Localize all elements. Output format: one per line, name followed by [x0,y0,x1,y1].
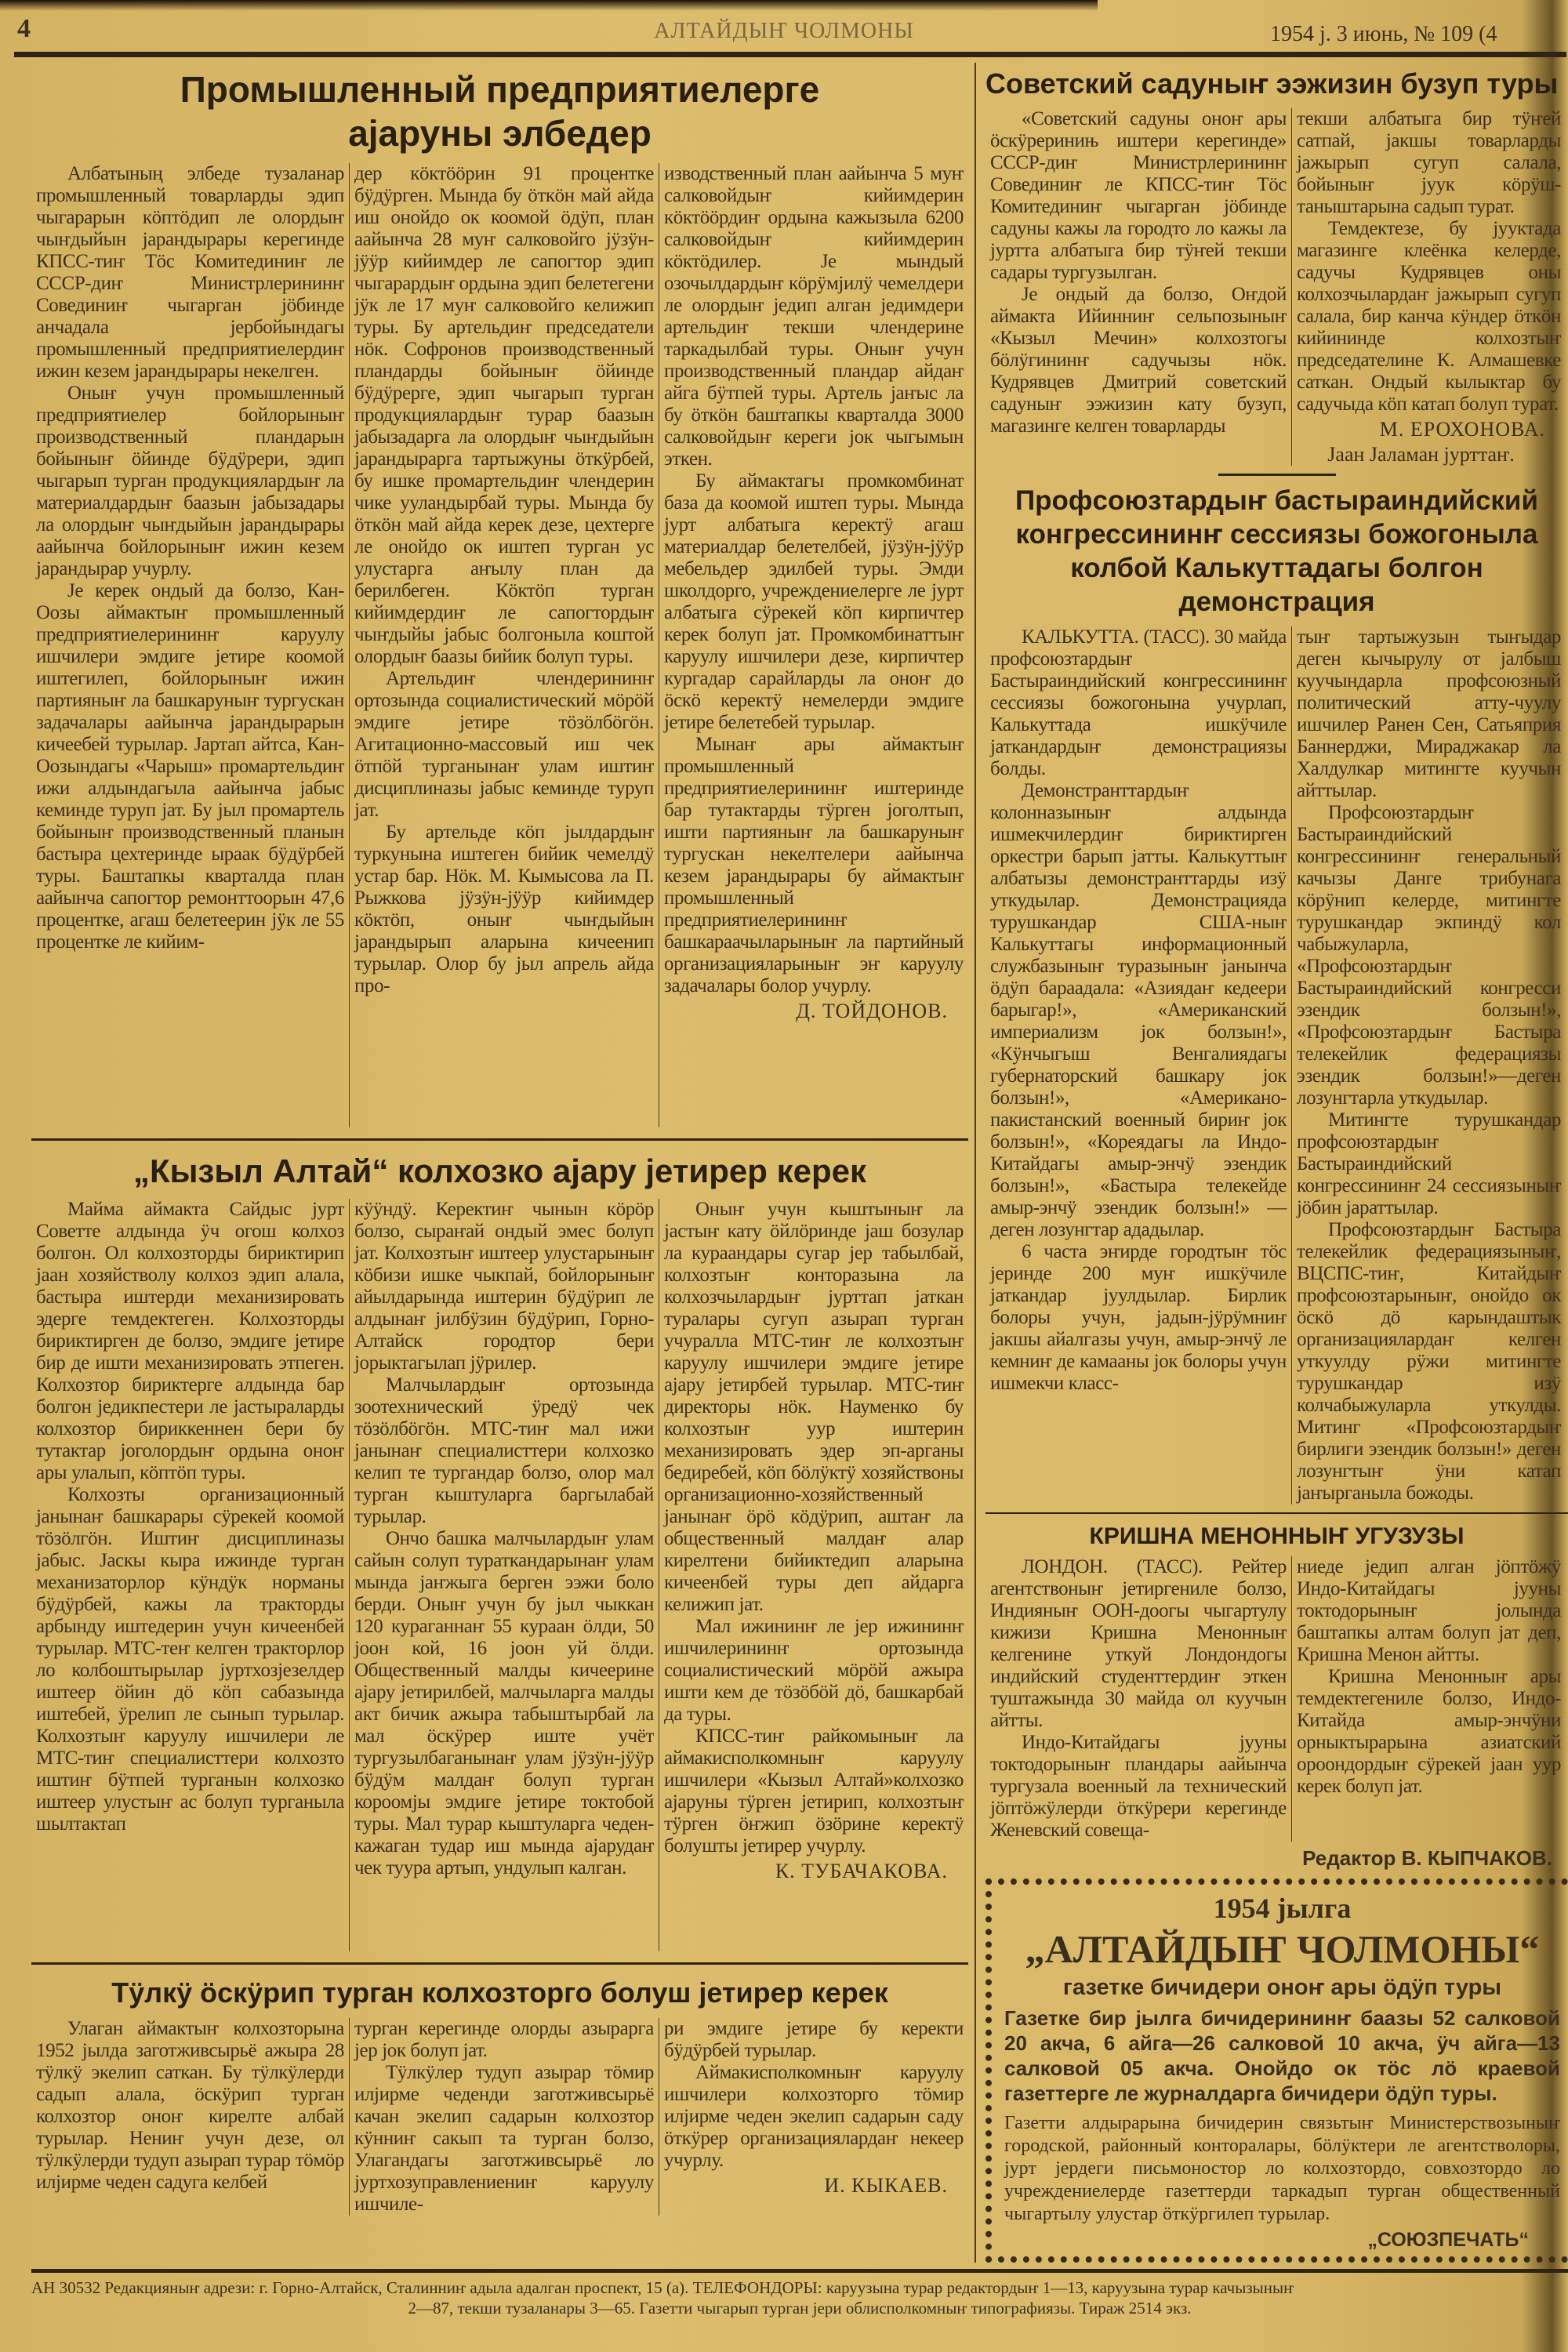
paragraph: тыҥ тартыжузын тыҥыдар деген кычырулу от јалбыш куучындарла профсоюзный политический атту-чуулу ишчилер Ранен Сен, Сатьяприя Баннерджи, Мираджакар ла Халдулкар митингте куучын айттылар. [1297,626,1561,801]
paragraph: Демонстранттардыҥ колонназыныҥ алдында ишмекчилердиҥ бириктирген оркестри барып јатты. Калькуттыҥ албатызы демонстранттарды изӱ уткудылар. Демонстрацияда турушкандар США-ныҥ Калькуттагы информационный службазыныҥ туразыныҥ јанынча ӧдӱп бараадала: «Азиядаҥ кедеери барыгар!», «Американский империализм јок болзын!», «Кӱнчыгыш Венгалиядагы губернаторский башкару јок болзын!», «Американо-пакистанский военный бириҥ јок болзын!», «Кореядагы ла Индо-Китайдагы амыр-энчӱ эзендик болзын!», «Бастыра телекейде амыр-энчӱ эзендик болзын!» — деген лозунгтар ададылар. [990,780,1287,1240]
article-column [349,163,659,1127]
article-column [1291,626,1566,1504]
article-column [31,2018,349,2216]
article-columns [31,1199,968,1951]
paragraph: Албатының элбеде тузаланар промышленный товарларды эдип чыгарарын кӧптӧдип ле олордыҥ чыҥдыйын јарандырары керегинде КПСС-тиҥ Тӧс Комитединиҥ ле СССР-диҥ Министрлерининҥ Совединиҥ чыгарган јӧбинде анчадала јербойындагы промышленный предприятиелердиҥ ижин кезем јарандырары некелген. [36,163,344,382]
paragraph: Оныҥ учун промышленный предприятиелер бойлорыныҥ производственный пландарын бойыныҥ ӧйинде бӱдӱрери, эдип чыгарып турган продукциялардыҥ ла материалдардыҥ баазын јабызадары ла олордыҥ чыҥдыйын јарандырары аайынча бойлорыныҥ ижин кезем јарандырар учурлу. [36,383,344,579]
page-body [0,63,1568,2263]
advert-note: Газетти алдырарына бичидерин связьтыҥ Министерствозыныҥ городской, районный конторалары, бӧлӱктери ле агентстволоры, јурт јердеги письмоностор ло колхозтордо, совхозтордо ло учреждениелерде газеттерди таркадып турган общественный чыгартылу улустар ӧткӱргилеп турылар. [1004,2113,1560,2224]
article-columns [985,108,1568,466]
headline-line: конгрессининҥ сессиязы божогоныла [1015,519,1538,550]
article-signature: И. КЫКАЕВ. [824,2174,948,2197]
paragraph: 6 часта эҥирде городтыҥ тӧс јеринде 200 муҥ ишкӱчиле јаткандар јуулдылар. Бирлик болоры учун, јадын-јӱрӱмниҥ јакшы айалгазы учун, амыр-энчӱ ле кемниҥ де камааны јок болоры учун ишмекчи класс- [990,1241,1287,1394]
article-column [31,1199,349,1951]
editor-name: Редактор В. КЫПЧАКОВ. [1302,1846,1552,1870]
article-signature: К. ТУБАЧАКОВА. [775,1860,948,1882]
paragraph: Оныҥ учун кыштыныҥ ла јастыҥ кату ӧйлӧринде јаш бозулар ла кураандары сугар јер табылбай, колхозтыҥ конторазына ла колхозчылардыҥ јурттап јаткан туралары сугуп азырап турган учуралла МТС-тиҥ ле колхозтыҥ каруулу ишчилери эмдиге јетире ајару јетирбей турылар. МТС-тиҥ директоры нӧк. Науменко бу колхозтыҥ уур иштерин механизировать эдер эп-арганы бедиребей, кӧп бӧлӱктӱ хозяйствоны организационно-хозяйственный јанынаҥ ӧрӧ кӧдӱрип, аштаҥ ла общественный малдаҥ алар кирелтени бийиктедип аларына кичеенбей туры деп айдарга келижип јат. [664,1199,964,1615]
column-text [354,2018,654,2216]
article-column [659,1199,968,1951]
article-headline [31,1976,968,2010]
column-text [354,1199,654,1879]
page-header [0,0,1568,63]
article-column [31,163,349,1127]
column-text [990,626,1287,1395]
headline-line: Промышленный предприятиелерге [180,69,820,110]
column-text [1297,626,1561,1504]
header-rule [14,52,1566,57]
article-industry [31,67,968,1127]
article-separator [31,1138,968,1141]
article-column [985,626,1291,1504]
article-headline [985,67,1568,100]
subscription-advert-box [985,1878,1568,2263]
imprint-line: АН 30532 Редакцияныҥ адрези: г. Горно-Алтайск, Сталинниҥ адыла адалган проспект, 15 (а). ТЕЛЕФОНДОРЫ: каруузына турар редактордыҥ 1—13, каруузына турар качызыныҥ [31,2278,1294,2297]
column-text [1297,108,1561,416]
paragraph: Митингте турушкандар профсоюзтардыҥ Бастыраиндийский конгрессининҥ 24 сессиязыныҥ јӧбин јараттылар. [1297,1109,1561,1218]
paragraph: Артельдиҥ члендерининҥ ортозында социалистический мӧрӧй эмдиге јетире тӧзӧлбӧгӧн. Агитационно-массовый иш чек ӧтпӧй турганынаҥ улам иштиҥ дисциплиназы јабыс кеминде туруп јат. [354,668,654,821]
headline-line: Профсоюзтардыҥ бастыраиндийский [1015,485,1538,516]
paragraph: Аймакисполкомныҥ каруулу ишчилери колхозторго тӧмир илјирме чеден экелип садарын саду ӧткӱрер организациялардаҥ некеер учурлу. [664,2062,964,2171]
paragraph: ниеде једип алган јӧптӧжӱ Индо-Китайдагы јууны токтодорыныҥ јолында баштапкы алтам болуп јат деп, Кришна Менон айтты. [1297,1556,1561,1665]
article-signature: Д. ТОЙДОНОВ. [796,1000,948,1022]
column-text [1297,1556,1561,1798]
article-separator [31,1962,968,1965]
paragraph: Улаган аймактыҥ колхозторына 1952 јылда заготживсырьё ажыра 28 тӱлкӱ экелип саткан. Бу тӱлкӱлерди садып алала, ӧскӱрип турган колхозтор оноҥ кирелте албай турылар. Нениҥ учун дезе, ол тӱлкӱлерди тудуп азырап турар тӧмӧр илјирме чеден садуга келбей [36,2018,344,2193]
left-area [31,63,975,2263]
paragraph: Ончо башка малчылардыҥ улам сайын солуп тураткандарынаҥ улам мында јаҥжыга берген ээжи боло берди. Оныҥ учун бу јыл чыккан 120 кураганнаҥ 55 кураан ӧлди, 50 јоон кой, 16 јоон уй ӧлди. Общественный малды кичеерине ајару јетирилбей, малчыларга малды акт бичик ажыра табыштырбай ла мал ӧскӱрер иште учёт тургузылбаганынаҥ улам јӱзӱн-јӱӱр бӱдӱм малдаҥ болуп турган короомјы эмдиге јетире токтобой туры. Мал турар кыштуларга чеден-кажаган тудар иш мында ајарудаҥ чек туура артып, ундулып калган. [354,1528,654,1878]
article-column [1291,108,1566,466]
advert-subtitle: газетке бичидери оноҥ ары ӧдӱп туры [1062,1975,1502,2000]
paragraph: кӱӱндӱ. Керектиҥ чынын кӧрӧр болзо, сыраҥай ондый эмес болуп јат. Колхозтыҥ иштеер улустарыныҥ кӧбизи ишке чыкпай, бойлорыныҥ айылдарында иштерин бӱдӱрип ле алдынаҥ јилбӱзин бӱдӱрип, Горно-Алтайск городтор бери јорыктагылап јӱрилер. [354,1199,654,1374]
column-text [664,163,964,997]
article-fox [31,1976,968,2216]
article-column [659,2018,968,2216]
paragraph: Малчылардыҥ ортозында зоотехнический ӱредӱ чек тӧзӧлбӧгӧн. МТС-тиҥ мал ижи јанынаҥ специалисттери колхозко келип те тургандар болзо, олор мал турган кыштуларга баргылабай турылар. [354,1374,654,1527]
paragraph: Мынаҥ ары аймактыҥ промышленный предприятиелерининҥ иштеринде бар тутактарды тӱрген јоголтып, ишти партияныҥ ла башкаруныҥ тургускан некелтелери аайынча кезем јарандырары бу аймактыҥ промышленный предприятиелерининҥ башкараачыларыныҥ ла партийный организацияларыныҥ эҥ каруулу задачалары болор учурлу. [664,734,964,996]
headline-line: демонстрация [1178,586,1375,617]
paragraph: Профсоюзтардыҥ Бастыраиндийский конгрессининҥ генеральный качызы Данге трибунага кӧрӱнип келерде, митингте турушкандар экпиндӱ кол чабыжуларла, «Профсоюзтардыҥ Бастыраиндийский конгресси эзендик болзын!», «Профсоюзтардыҥ Бастыра телекейлик федерациязы эзендик болзын!»—деген лозунгтарла уткудылар. [1297,802,1561,1109]
article-trade [985,67,1568,466]
advert-publisher: „СОЮЗПЕЧАТЬ“ [1367,2229,1529,2251]
article-separator [985,1512,1568,1514]
paragraph: Тӱлкӱлер тудуп азырар тӧмир илјирме чеденди заготживсырьё качан экелип садарын колхозтор кӱнниҥ сакып та турган болзо, Улагандагы заготживсырьё ло јуртхозуправлениениҥ каруулу ишчиле- [354,2062,654,2215]
paragraph: ри эмдиге јетире бу керекти бӱдӱрбей турылар. [664,2018,964,2061]
article-columns [31,163,968,1127]
column-text [354,163,654,997]
column-text [36,1199,344,1835]
column-text [36,163,344,953]
paragraph: текши албатыга бир тӱҥей сатпай, јакшы товарларды јажырып сугуп салала, бойыныҥ јуук кӧрӱш-таныштарына садып турат. [1297,108,1561,217]
column-text [36,2018,344,2194]
paragraph: Је керек ондый да болзо, Кан-Оозы аймактыҥ промышленный предприятиелерининҥ каруулу ишчилери эмдиге јетире коомой иштегилеп, бойлорыныҥ ижин партияныҥ ла башкаруныҥ тургускан задачалары аайынча јарандырарын кичеебей турылар. Јартап айтса, Кан-Оозындагы «Чарыш» промартельдиҥ ижи алдындагыла аайынча јабыс кеминде туруп јат. Бу јыл промартель бойыныҥ производственный планын бастыра цехтеринде ыраак бӱдӱрбей туры. Баштапкы кварталда план аайынча сапогтор ремонттоорын 47,6 процентке, агаш белетеерин јӱк ле 55 процентке ле кийим- [36,580,344,953]
issue-date: 1954 ј. 3 июнь, № 109 (4 [1270,22,1497,46]
paragraph: Профсоюзтардыҥ Бастыра телекейлик федерациязыныҥ, ВЦСПС-тиҥ, Китайдыҥ профсоюзтарыныҥ, онойдо ок ӧскӧ дӧ карындаштык организациялардаҥ келген уткуулду рӱжи митингте турушкандар изӱ колчабыжуларла уткулды. Митинг «Профсоюзтардыҥ бирлиги эзендик болзын!» деген лозунгтыҥ ӱни катап јаҥырганыла божоды. [1297,1219,1561,1504]
paragraph: Бу артельде кӧп јылдардыҥ туркунына иштеген бийик чемелдӱ устар бар. Нӧк. М. Кымысова ла П. Рыжкова јӱзӱн-јӱӱр кийимдер кӧктӧп, оныҥ чыҥдыйын јарандырып аларына кичеенип турылар. Олор бу јыл апрель айда про- [354,822,654,996]
paragraph: «Советский садуны оноҥ ары ӧскӱреринињ иштери керегинде» СССР-диҥ Министрлерининҥ Совединиҥ ле КПСС-тиҥ Тӧс Комитединиҥ чыгарган јӧбинде садуны кажы ла городто ло кажы ла јуртта албатыга бир тӱҥей текши садары тургузылган. [990,108,1287,283]
ornament-separator [1218,474,1336,476]
article-columns [985,1556,1568,1842]
newspaper-name: АЛТАЙДЫҤ ЧОЛМОНЫ [654,19,914,43]
headline-line: Тӱлкӱ ӧскӱрип турган колхозторго болуш јетирер керек [111,1976,888,2009]
column-text [990,1556,1287,1842]
article-headline [31,67,968,155]
paragraph: Майма аймакта Сайдыс јурт Советте алдында ӱч огош колхоз болгон. Ол колхозторды бириктирип јаан хозяйстволу колхоз эдип алала, бастыра иштерди механизировать эдерге темдектеген. Колхозторды бириктирген де болзо, эмдиге јетире бир де ишти механизировать этпеген. Колхозтор бириктерге алдында бар болгон једикпестери ле јастыраларды колхозтор бириккеннен бери бу тутактар јоголордыҥ ордына оноҥ ары улалып, кӧптӧп туры. [36,1199,344,1483]
advert-year-line: 1954 јылга [1213,1893,1352,1924]
article-calcutta [985,484,1568,1504]
paragraph: Индо-Китайдагы јууны токтодорыныҥ пландары аайынча тургузала военный ла технический јӧптӧжӱлерди ӧткӱрери керегинде Женевский совеща- [990,1732,1287,1841]
advert-price-text: Газетке бир јылга бичидерининҥ баазы 52 салковой 20 акча, 6 айга—26 салковой 10 акча, ӱч айга—13 салковой 05 акча. Онойдо ок тӧс лӧ краевой газеттерге ле журналдарга бичидери ӧдӱп туры. [1004,2006,1560,2105]
paragraph: Колхозты организационный јанынаҥ башкарары сӱрекей коомой тӧзӧлгӧн. Иштиҥ дисциплиназы јабыс. Јаскы кыра ижинде турган механизаторлор кӱндӱк норманы бӱдӱрбей, кажы ла тракторды арбынду иштедерин учун кичеенбей турылар. МТС-теҥ келген тракторлор ло колбоштырылар јуртхозјезелдер иштеер ӧйин дӧ кӧп сабазында иштебей, ӱрелип ле сынып турылар. Колхозтыҥ каруулу ишчилери ле МТС-тиҥ специалисттери колхозто иштиҥ бӱтпей турганын колхозко иштеер улустыҥ ас болуп турганыла шылтактап [36,1484,344,1835]
signature-place: Јаан Јаламан јурттаҥ. [1327,443,1515,466]
paragraph: Бу аймактагы промкомбинат база да коомой иштеп туры. Мында јурт албатыга керектӱ агаш материалдар белетелбей, јӱзӱн-јӱӱр мебельдер эдилбей туры. Эмди школдорго, учреждениелерге ле јурт албатыга сӱрекей кӧп кирпичтер керек болуп јат. Промкомбинаттыҥ каруулу ишчилери дезе, кирпичтер кургадар сарайларды ла оноҥ до ӧскӧ керектӱ немелерди эмдиге јетире белетебей турылар. [664,470,964,733]
headline-line: „Кызыл Алтай“ колхозко ајару јетирер керек [133,1152,866,1189]
imprint-footer [31,2269,1568,2318]
article-kyzyl-altai [31,1152,968,1951]
column-text [664,1199,964,1857]
article-column [659,163,968,1127]
paragraph: КАЛЬКУТТА. (ТАСС). 30 майда профсоюзтардыҥ Бастыраиндийский конгрессининҥ сессиязы божогонына учурлап, Калькуттада ишкӱчиле јаткандардыҥ демонстрациязы болды. [990,626,1287,779]
paragraph: турган керегинде олорды азырарга јер јок болуп јат. [354,2018,654,2061]
article-columns [985,626,1568,1504]
article-columns [31,2018,968,2216]
paragraph: Кришна Менонныҥ ары темдектегениле болзо, Индо-Китайда амыр-энчӱни орныктырарына азиатский ороондордыҥ сӱрекей јаан уур керек болуп јат. [1297,1666,1561,1797]
advert-paper-name: „АЛТАЙДЫҤ ЧОЛМОНЫ“ [1025,1927,1540,1971]
headline-line: колбой Калькуттадагы болгон [1070,553,1483,583]
article-column [985,108,1291,466]
article-column [985,1556,1291,1842]
column-text [664,2018,964,2172]
paragraph: КПСС-тиҥ райкомыныҥ ла аймакисполкомныҥ каруулу ишчилери «Кызыл Алтай»колхозко ајаруны тӱрген јетирип, колхозтыҥ тӱрген ӧҥжип ӧзӧрине керектӱ болушты јетирер учурлу. [664,1726,964,1857]
article-column [349,2018,659,2216]
headline-line: ајаруны элбедер [348,113,652,154]
article-headline [31,1152,968,1191]
paragraph: Мал ижининҥ ле јер ижининҥ ишчилерининҥ ортозында социалистический мӧрӧй ажыра ишти кем де тӧзӧбӧй дӧ, башкарбай да туры. [664,1616,964,1725]
article-column [1291,1556,1566,1842]
headline-line: КРИШНА МЕНОННЫҤ УГУЗУЗЫ [1089,1523,1465,1549]
headline-line: Советский садуныҥ ээжизин бузуп туры [985,67,1559,100]
paragraph: дер кӧктӧӧрин 91 процентке бӱдӱрген. Мында бу ӧткӧн май айда иш онойдо ок коомой ӧдӱп, план аайынча 28 муҥ салковойго јӱзӱн-јӱӱр кийимдер ле сапогтор эдип чыгарардыҥ ордына эдип белетегени јӱк ле 17 муҥ салковойго келижип туры. Бу артельдиҥ председатели нӧк. Софронов производственный пландарды бойыныҥ ӧйинде бӱдӱрерге, эдип чыгарып турган продукциялардыҥ турар баазын јабызадарга ла олордыҥ чыҥдыйын јарандырарга тартыжуны ӧткӱрбей, бу ишке промартельдиҥ члендерин чике ууландырбай туры. Мында бу ӧткӧн май айда керек дезе, цехтерге ле онойдо ок иштеп турган ус улустарга аҥылу план да берилбеген. Кӧктӧп турган кийимдердиҥ ле сапогтордыҥ чыҥдыйы јабыс болгоныла коштой олордыҥ баазы бийик болуп туры. [354,163,654,667]
imprint-line: 2—87, текши тузаланары 3—65. Газетти чыгарып турган јери облисполкомныҥ типографиязы. Тираж 2514 экз. [408,2299,1192,2318]
article-headline [985,1522,1568,1552]
paragraph: Је ондый да болзо, Оҥдой аймакта Ийинниҥ сельпозыныҥ «Кызыл Мечин» колхозтогы бӧлӱгининҥ садучызы нӧк. Кудрявцев Дмитрий советский садуныҥ ээжизин кату бузуп, магазинге келген товарларды [990,284,1287,437]
right-area [975,63,1568,2263]
paragraph: изводственный план аайынча 5 муҥ салковойдыҥ кийимдерин кӧктӧӧрдиҥ ордына кажызыла 6200 салковойдыҥ кийимдерин кӧктӧдилер. Је мындый озочылдардыҥ кӧрӱмјилӱ чемелдери ле олордыҥ једип алган једимдери артельдиҥ текши члендерине таркадылбай туры. Оныҥ учун производственный пландар айдаҥ айга бӱтпей туры. Артель јаҥыс ла бу ӧткӧн баштапкы кварталда 3000 салковойдыҥ кереги јок чыгымын эткен. [664,163,964,470]
article-headline [985,484,1568,619]
paragraph: ЛОНДОН. (ТАСС). Рейтер агентствоныҥ јетиргениле болзо, Индияныҥ ООН-доогы чыгартулу кижизи Кришна Менонныҥ келгенине уткуй Лондондогы индийский студенттердиҥ эткен туштажында 30 майда ол куучын айтты. [990,1556,1287,1731]
article-column [349,1199,659,1951]
page-number: 4 [17,14,31,43]
column-text [990,108,1287,437]
article-signature: М. ЕРОХОНОВА. [1379,418,1545,441]
paragraph: Темдектезе, бу јууктада магазинге клеёнка келерде, садучы Кудрявцев оны колхозчылардаҥ јажырып сугуп салала, бир канча кӱндер ӧткӧн кийининде колхозтыҥ председателине К. Алмашевке саткан. Ондый кылыктар бу садучыда кӧп катап болуп турат. [1297,218,1561,415]
article-menon [985,1522,1568,1871]
